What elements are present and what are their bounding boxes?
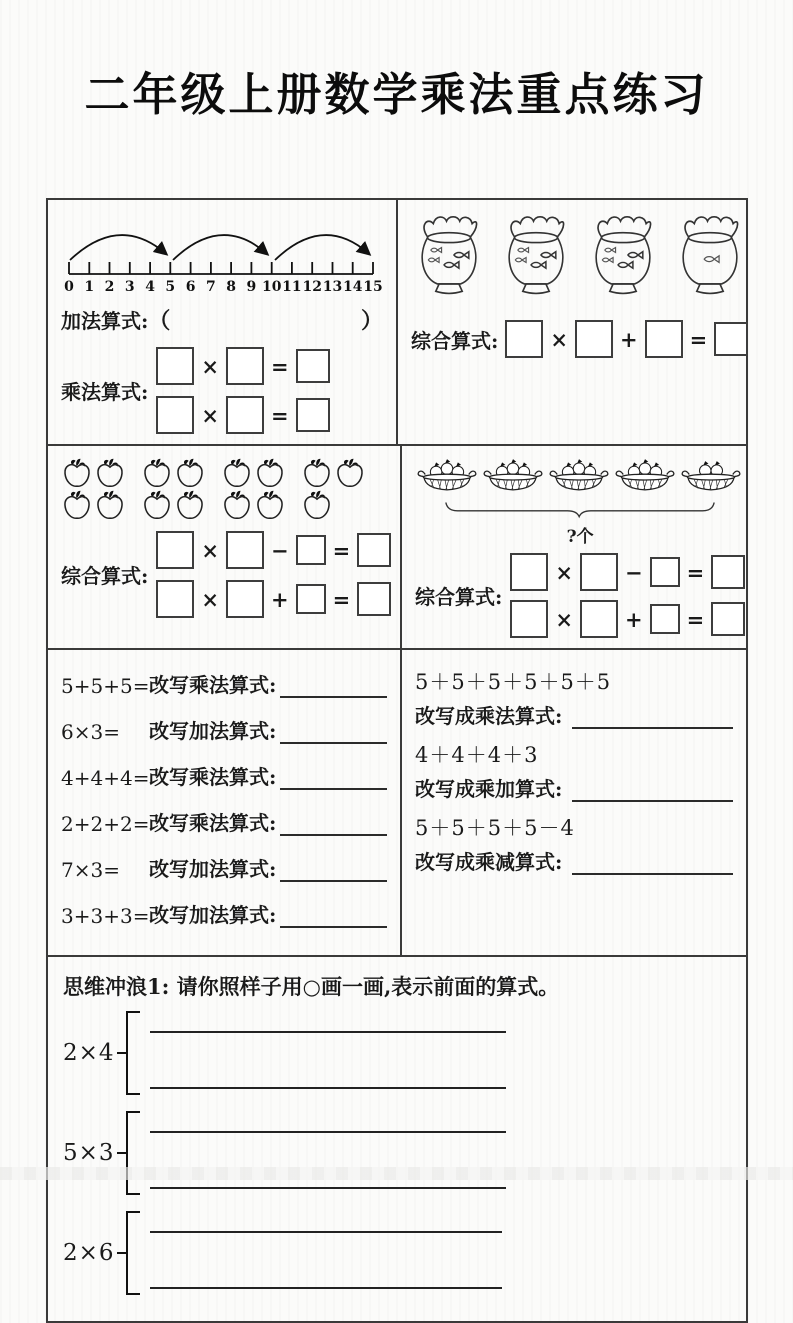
svg-text:6: 6 [185,279,196,295]
blank-line[interactable] [280,904,387,928]
blank-line[interactable] [150,1031,506,1033]
expression: 4+4+4= [61,766,150,790]
apple-icon [221,458,253,489]
equals-sign: = [271,353,289,379]
answer-box[interactable] [510,553,548,591]
apple-icon [174,458,206,489]
blank-line[interactable] [280,812,387,836]
apple-icon [174,490,206,521]
blank-line[interactable] [150,1087,506,1089]
answer-box[interactable] [645,320,683,358]
bracket-icon [126,1211,140,1295]
apple-icon [61,490,93,521]
rewrite-right-cell [402,650,746,955]
task-label: 改写乘法算式: [149,765,277,789]
svg-text:9: 9 [246,279,257,295]
apple-icon [301,458,333,489]
multiplication-label: 乘法算式: [61,380,149,404]
jump-arc [173,235,266,260]
rewrite-item [415,700,733,729]
apple-group [221,458,286,521]
connector-dash [117,1052,126,1055]
rewrite-left-cell [48,650,402,955]
apple-icon [254,458,286,489]
bracket-icon [126,1111,140,1195]
apple-icon [254,490,286,521]
comprehensive-label: 综合算式: [411,328,499,353]
blank-line[interactable] [572,705,733,729]
svg-text:7: 7 [206,279,216,295]
rewrite-item [61,853,387,882]
worksheet-table [46,198,748,1323]
blank-line[interactable] [150,1287,502,1289]
blank-line[interactable] [572,778,733,802]
baskets-problem-cell [402,446,758,648]
apple-icon [334,458,366,489]
thinking-cell [48,957,746,1321]
answer-box[interactable] [711,555,745,589]
answer-box[interactable] [711,602,745,636]
task-label: 改写成乘减算式: [415,850,563,874]
scan-artifact-strip [0,1167,793,1180]
equation-row [156,347,329,385]
equation-row [156,580,391,618]
fishbowls-picture [411,212,748,298]
svg-text:2: 2 [104,279,115,295]
svg-text:4: 4 [145,279,155,295]
apples-picture [61,458,387,521]
apple-icon [221,490,253,521]
answer-box[interactable] [714,322,748,356]
thinking-header: 思维冲浪1: 请你照样子用○画一画,表示前面的算式。 [63,974,560,999]
comprehensive-equation-block [415,553,745,638]
task-label: 改写乘法算式: [149,673,277,697]
comprehensive-equation-block [61,531,387,618]
number-line-labels [64,279,383,295]
multiply-sign: × [201,402,219,428]
svg-text:1: 1 [84,279,95,295]
blank-line[interactable] [280,720,387,744]
apple-icon [141,490,173,521]
rewrite-item [61,669,387,698]
connector-dash [117,1152,126,1155]
fishbowl-icon [585,212,661,298]
apples-problem-cell [48,446,402,648]
plus-sign: + [625,606,643,632]
equals-sign: = [686,606,705,632]
answer-box[interactable] [505,320,543,358]
apple-group [141,458,206,521]
number-line-axis [69,262,373,274]
expression: 6×3= [61,720,120,744]
fishbowl-icon [498,212,574,298]
answer-box[interactable] [226,347,264,385]
equation-row [510,553,745,591]
svg-text:3: 3 [124,279,135,295]
svg-text:8: 8 [226,279,236,295]
plus-sign: + [620,326,638,352]
task-label: 改写加法算式: [149,857,277,881]
rewrite-item [61,807,387,836]
answer-box[interactable] [296,398,330,432]
minus-sign: − [271,537,289,563]
equation-row [156,396,329,434]
task-label: 改写加法算式: [149,719,277,743]
bracket-icon [126,1011,140,1095]
rewrite-item [415,846,733,875]
connector-dash [117,1252,126,1255]
minus-sign: − [625,559,643,585]
blank-line[interactable] [150,1187,506,1189]
svg-text:11: 11 [282,279,302,295]
apple-icon [61,458,93,489]
close-paren: ） [360,308,383,334]
svg-text:12: 12 [302,279,322,295]
answer-box[interactable] [650,557,680,587]
blank-line[interactable] [280,858,387,882]
answer-box[interactable] [580,600,618,638]
multiply-sign: × [555,559,573,585]
fishbowl-icon [672,212,748,298]
svg-text:0: 0 [64,279,74,295]
draw-circles-item [63,1211,733,1295]
multiply-sign: × [550,326,568,352]
apple-icon [301,490,333,521]
addition-expression-line [61,304,383,335]
answer-box[interactable] [226,580,264,618]
rewrite-item [415,773,733,802]
blank-line[interactable] [280,674,387,698]
open-paren: （ [148,308,171,334]
question-brace [415,500,745,547]
comprehensive-label: 综合算式: [415,585,503,609]
expression: 2+2+2= [61,812,150,836]
multiply-sign: × [201,537,219,563]
blank-line[interactable] [150,1231,502,1233]
underbrace-icon [418,500,742,520]
fruit-basket-icon [547,458,611,500]
plus-sign: + [271,586,289,612]
answer-box[interactable] [156,396,194,434]
expression: 5＋5＋5＋5－4 [415,816,575,840]
fruit-basket-icon [679,458,743,500]
svg-text:13: 13 [322,279,343,295]
rewrite-item [61,715,387,744]
answer-box[interactable] [296,584,326,614]
rewrite-item [61,761,387,790]
answer-box[interactable] [510,600,548,638]
fishbowl-problem-cell [398,200,761,444]
row-thinking-exercise [48,955,746,1321]
baskets-picture [415,458,745,500]
draw-circles-item [63,1011,733,1095]
answer-box[interactable] [296,349,330,383]
equation-row [156,531,391,569]
number-line [61,212,383,298]
expression: 5＋5＋5＋5＋5＋5 [415,670,612,694]
task-label: 改写乘法算式: [149,811,277,835]
answer-box[interactable] [226,396,264,434]
equals-sign: = [689,326,708,352]
addition-label: 加法算式: [61,309,149,333]
answer-box[interactable] [296,535,326,565]
expression: 4＋4＋4＋3 [415,743,539,767]
svg-text:15: 15 [363,279,383,295]
answer-box[interactable] [156,580,194,618]
apple-icon [141,458,173,489]
multiply-sign: × [555,606,573,632]
fishbowl-icon [411,212,487,298]
expression: 5+5+5= [61,674,150,698]
expression: 2×6 [63,1240,115,1266]
row-rewrite-exercises [48,648,746,955]
comprehensive-label: 综合算式: [61,564,149,588]
expression: 2×4 [63,1040,115,1066]
expression: 5×3 [63,1140,115,1166]
answer-box[interactable] [156,531,194,569]
answer-box[interactable] [580,553,618,591]
answer-box[interactable] [650,604,680,634]
task-label: 改写成乘法算式: [415,704,563,728]
question-count-label: ?个 [566,527,594,547]
answer-box[interactable] [156,347,194,385]
task-label: 改写成乘加算式: [415,777,563,801]
draw-circles-item [63,1111,733,1195]
fruit-basket-icon [613,458,677,500]
jump-arc [275,235,368,260]
multiplication-expression-block [61,347,383,434]
answer-box[interactable] [357,533,391,567]
apple-icon [94,490,126,521]
blank-line[interactable] [150,1131,506,1133]
row-apples-baskets [48,444,746,648]
blank-line[interactable] [572,851,733,875]
equals-sign: = [686,559,705,585]
answer-box[interactable] [226,531,264,569]
multiply-sign: × [201,353,219,379]
svg-text:14: 14 [342,279,363,295]
fruit-basket-icon [481,458,545,500]
apple-icon [94,458,126,489]
rewrite-item [61,899,387,928]
jump-arcs [70,235,368,260]
answer-box[interactable] [575,320,613,358]
addition-answer-space[interactable] [170,308,361,332]
svg-text:5: 5 [165,279,176,295]
blank-line[interactable] [280,766,387,790]
row-numberline-fishbowls [48,200,746,444]
apple-group [61,458,126,521]
equals-sign: = [271,402,289,428]
equals-sign: = [332,586,351,612]
expression: 7×3= [61,858,120,882]
expression: 3+3+3= [61,904,150,928]
equals-sign: = [332,537,351,563]
task-label: 改写加法算式: [149,903,277,927]
numberline-problem-cell [48,200,398,444]
svg-text:10: 10 [261,279,282,295]
comprehensive-equation [411,320,748,358]
fruit-basket-icon [415,458,479,500]
equation-row [510,600,745,638]
apple-group-partial [301,458,366,521]
multiply-sign: × [201,586,219,612]
jump-arc [70,235,165,260]
answer-box[interactable] [357,582,391,616]
page-title: 二年级上册数学乘法重点练习 [84,68,709,121]
